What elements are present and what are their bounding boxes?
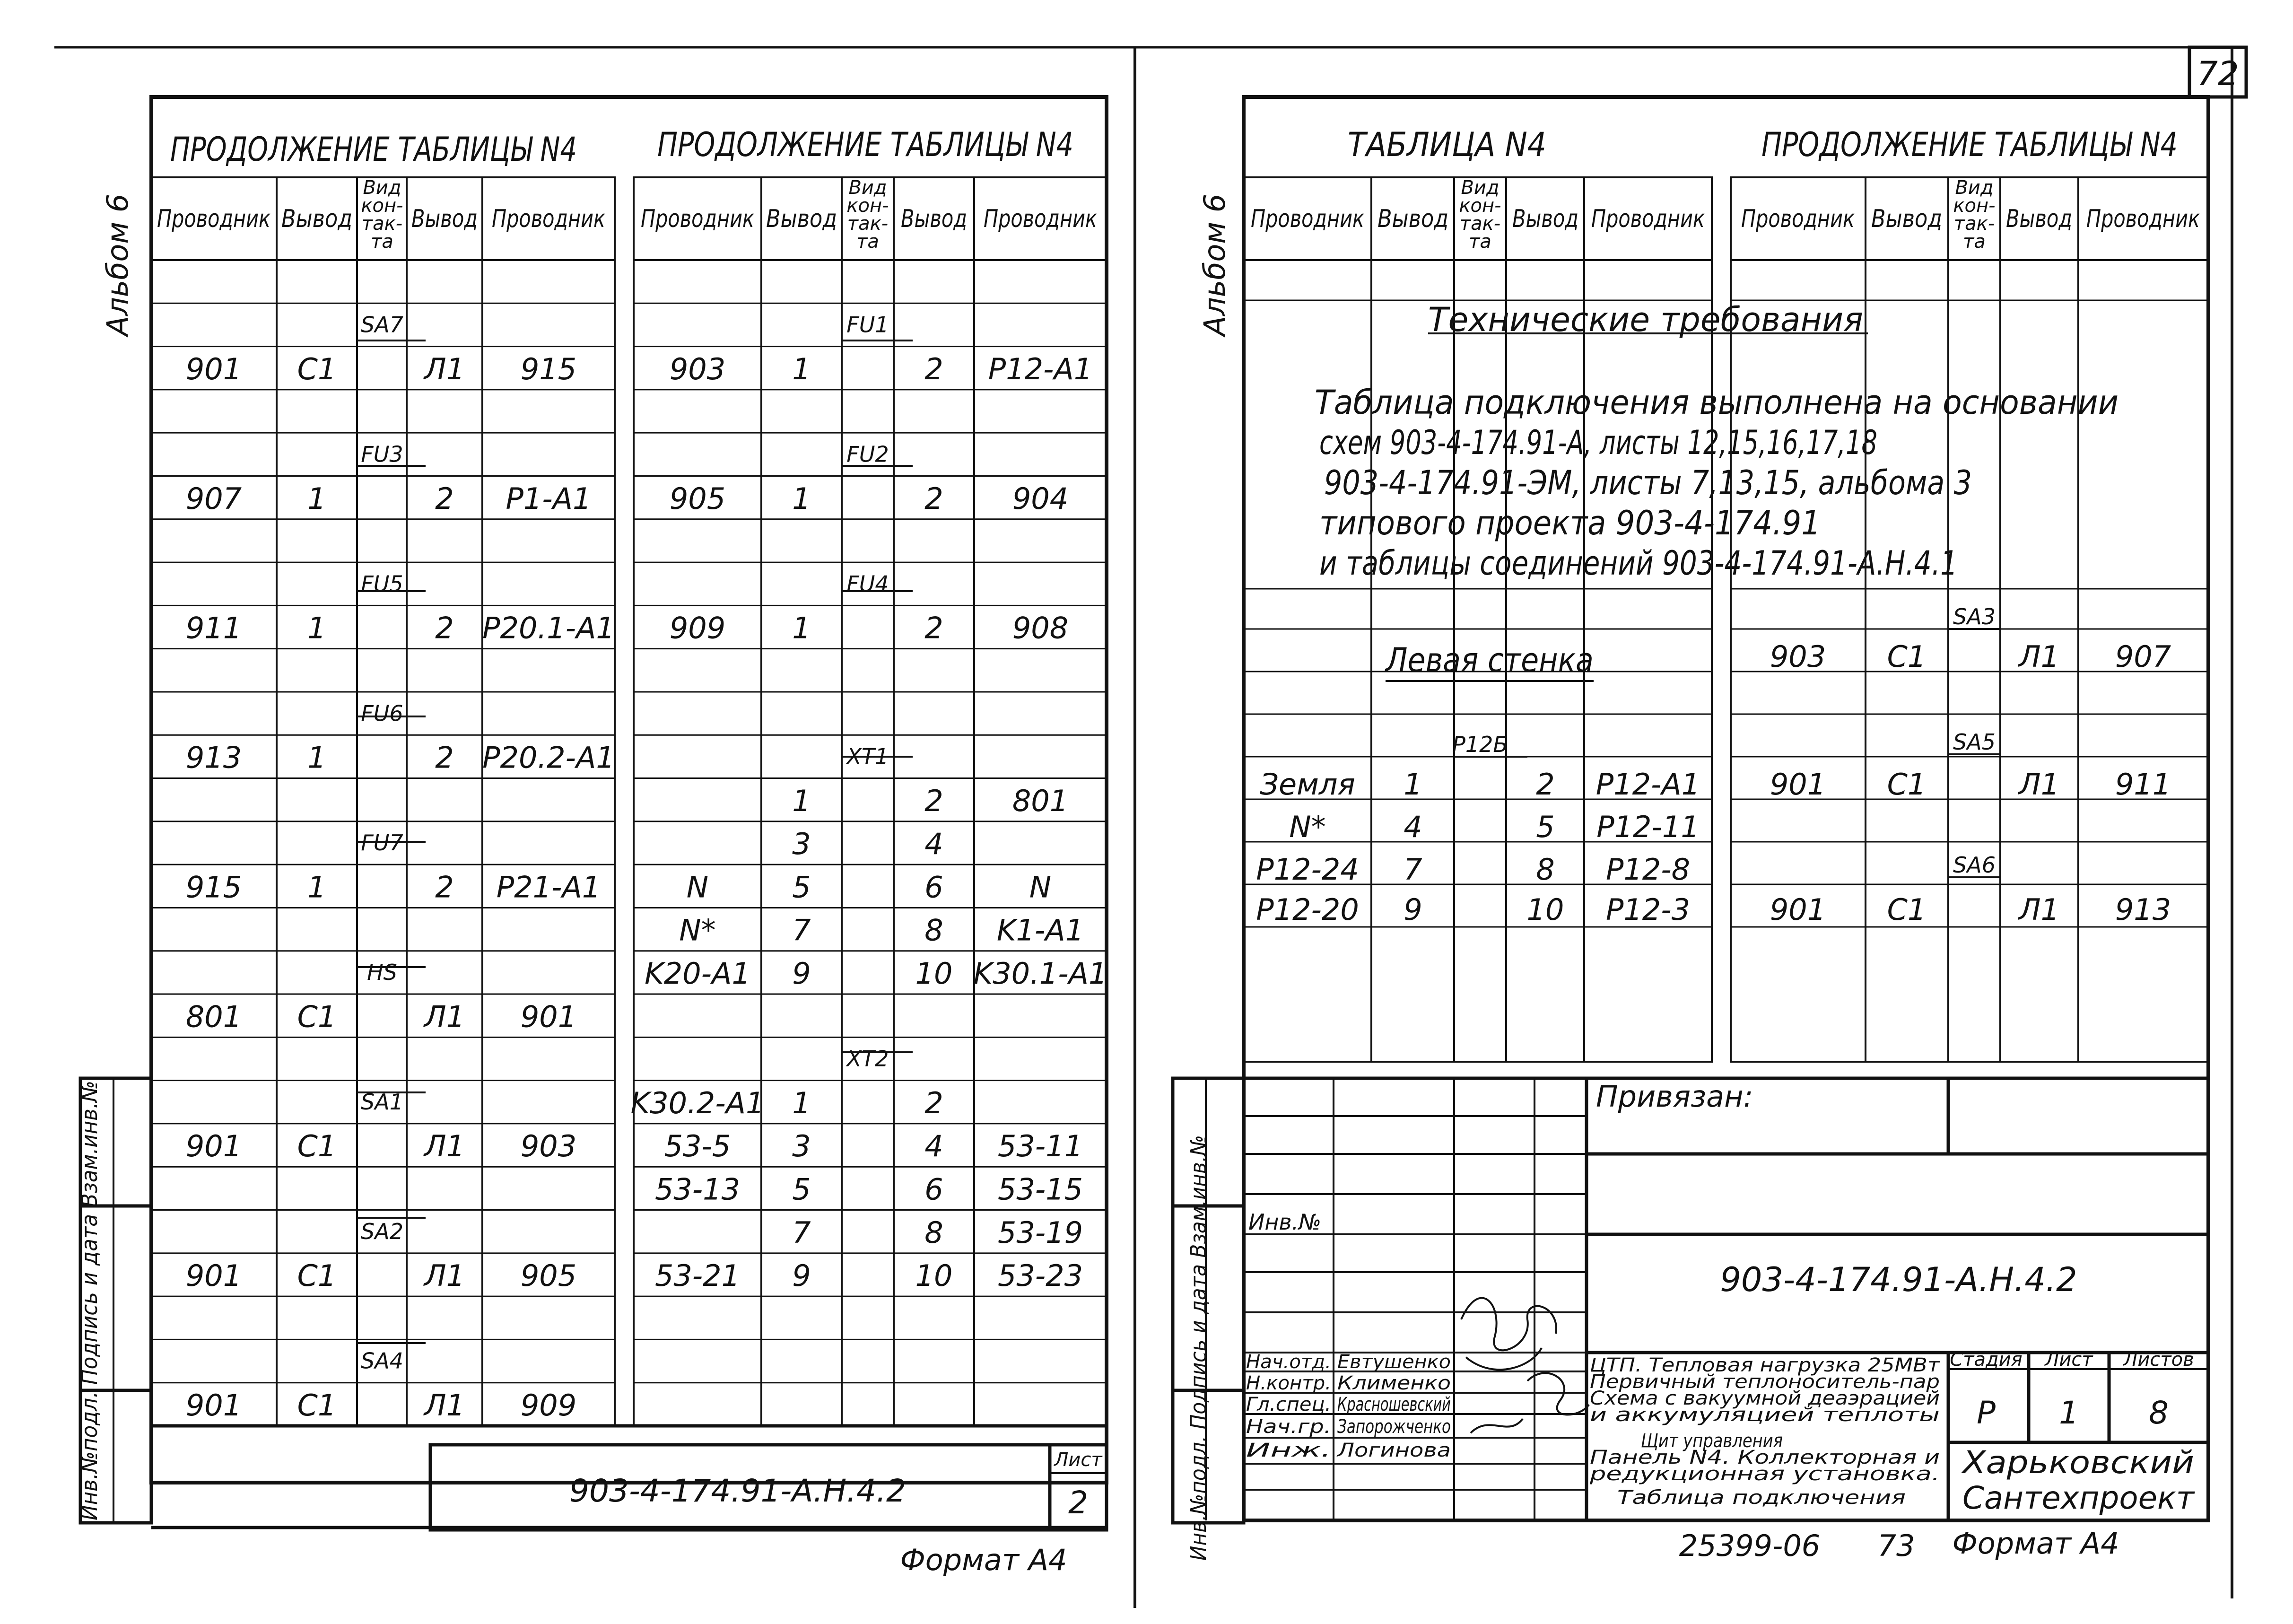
right-table-cell: K30.1-A1 (973, 956, 1107, 991)
organization-name: Сантехпроект (1962, 1480, 2196, 1516)
left-table-cell: 901 (185, 1388, 242, 1423)
signature-marks (1461, 1298, 1589, 1433)
left-table-cell: 1 (307, 481, 326, 516)
sheet-label: Лист (1054, 1449, 1102, 1471)
stamp-description: Таблица подключения (1617, 1487, 1906, 1509)
right-left-table-cell: 8 (1536, 852, 1555, 887)
left-table-cell: 911 (185, 611, 242, 646)
right-table-cell: 6 (924, 870, 943, 905)
right-table-cell: 53-15 (997, 1172, 1083, 1207)
right-table-header-kind: кон- (846, 195, 889, 217)
right-left-table-cell: 4 (1404, 810, 1422, 844)
right-table-cell: 905 (669, 481, 726, 516)
right-table-cell: 9 (792, 1258, 811, 1293)
tech-requirements-line: типового проекта 903-4-174.91 (1319, 504, 1821, 542)
attached-label: Привязан: (1596, 1079, 1753, 1114)
right-right-table-cell: 907 (2115, 639, 2171, 674)
right-table-cell: 904 (1012, 481, 1069, 516)
left-table-cell: SA1 (361, 1089, 403, 1115)
stage-label: Стадия (1950, 1349, 2023, 1371)
right-right-table-header: Вывод (1871, 205, 1942, 233)
right-table-cell: 801 (1012, 783, 1069, 818)
right-table-header-kind: та (856, 231, 879, 253)
right-table-cell: FU2 (846, 441, 889, 467)
stamp-role: Гл.спец. (1246, 1394, 1331, 1415)
left-table-cell: C1 (297, 1388, 337, 1423)
right-table-cell: 9 (792, 956, 811, 991)
right-table-cell: 53-11 (997, 1129, 1083, 1164)
right-right-table-cell: 901 (1770, 767, 1826, 802)
right-table-cell: 5 (792, 870, 811, 905)
left-table-header: Вывод (411, 205, 478, 233)
right-right-table-cell: C1 (1887, 892, 1927, 927)
right-left-table-header-kind: Вид (1461, 177, 1500, 199)
right-table-header: Вывод (901, 205, 967, 233)
stamp-description: и аккумуляцией теплоты (1590, 1404, 1940, 1426)
left-table-cell: 915 (520, 351, 577, 386)
left-table-cell: 901 (520, 999, 577, 1034)
left-table-cell: Л1 (424, 999, 465, 1034)
inv-number-label: Инв.№ (1248, 1209, 1322, 1235)
right-table-cell: K20-A1 (645, 956, 750, 991)
right-table-cell: 53-19 (997, 1215, 1083, 1250)
right-table-cell: 1 (792, 783, 811, 818)
side-stamp: Инв.№подл. Подпись и дата Взам.инв.№ (1186, 1096, 1211, 1561)
album-label: Альбом 6 (100, 193, 135, 336)
left-table-cell: P20.2-A1 (482, 740, 615, 775)
stamp-description: Щит управления (1641, 1430, 1783, 1452)
table-title: ПРОДОЛЖЕНИЕ ТАБЛИЦЫ N4 (657, 125, 1073, 164)
tech-requirements-line: 903-4-174.91-ЭМ, листы 7,13,15, альбома 3 (1324, 463, 1972, 502)
left-table-cell: 901 (185, 1258, 242, 1293)
left-table-header: Проводник (492, 205, 606, 233)
right-table-header: Вывод (766, 205, 837, 233)
left-table-header: Вывод (281, 205, 352, 233)
right-left-table-cell: P12-A1 (1596, 767, 1700, 802)
page-number: 72 (2197, 54, 2239, 93)
left-table-cell: C1 (297, 1258, 337, 1293)
left-table-cell: Л1 (424, 351, 465, 386)
left-table-header-kind: так- (361, 213, 403, 235)
right-table-cell: 3 (792, 827, 811, 862)
tech-requirements-line: схем 903-4-174.91-А, листы 12,15,16,17,18 (1319, 423, 1877, 462)
table-title: ТАБЛИЦА N4 (1348, 125, 1546, 164)
left-table-cell: 2 (435, 481, 454, 516)
sheet-number: 2 (1068, 1484, 1088, 1521)
left-table-cell: Л1 (424, 1388, 465, 1423)
left-table-cell: Л1 (424, 1258, 465, 1293)
left-table-cell: 2 (435, 870, 454, 905)
right-right-table-cell: C1 (1887, 767, 1927, 802)
right-table-cell: 8 (924, 913, 943, 948)
left-table-cell: C1 (297, 351, 337, 386)
right-right-table-cell: SA6 (1953, 852, 1996, 878)
right-left-table-header: Проводник (1251, 205, 1365, 233)
left-table-cell: 1 (307, 870, 326, 905)
stamp-name: Логинова (1336, 1440, 1451, 1461)
left-table-cell: SA7 (361, 312, 403, 338)
tech-requirements-line: и таблицы соединений 903-4-174.91-А.Н.4.1 (1319, 544, 1958, 583)
right-left-table-cell: P12-8 (1605, 852, 1691, 887)
right-table-cell: 4 (924, 1129, 943, 1164)
right-right-table-cell: Л1 (2018, 767, 2060, 802)
right-table-cell: 2 (924, 1085, 943, 1120)
right-table-cell: N (1029, 870, 1052, 905)
right-table-cell: 7 (792, 1215, 811, 1250)
right-left-table-cell: N* (1289, 810, 1326, 844)
left-table-cell: HS (367, 960, 397, 986)
format-label: Формат А4 (1952, 1526, 2119, 1561)
right-left-table-cell: 10 (1526, 892, 1564, 927)
left-table-cell: 915 (185, 870, 242, 905)
left-table-header-kind: Вид (363, 177, 401, 199)
organization-name: Харьковский (1961, 1444, 2194, 1481)
left-table-cell: FU5 (361, 571, 403, 597)
left-table-cell: SA4 (361, 1348, 403, 1374)
right-left-table-header-kind: кон- (1459, 195, 1501, 217)
right-table-cell: 2 (924, 481, 943, 516)
right-right-table-header-kind: кон- (1953, 195, 1996, 217)
right-right-table-cell: 911 (2115, 767, 2171, 802)
right-table-header-kind: Вид (848, 177, 887, 199)
stamp-name: Красношевский (1337, 1394, 1451, 1415)
left-table-cell: 801 (185, 999, 242, 1034)
block-label: P12Б (1452, 732, 1508, 757)
left-wall-label: Левая стенка (1384, 641, 1594, 680)
right-table-cell: K1-A1 (996, 913, 1084, 948)
right-left-table-cell: Земля (1260, 767, 1355, 802)
left-table-cell: 901 (185, 351, 242, 386)
right-right-table-header-kind: Вид (1955, 177, 1994, 199)
stamp-role: Нач.отд. (1246, 1351, 1331, 1373)
right-right-table-header: Проводник (1741, 205, 1855, 233)
left-table-cell: P21-A1 (496, 870, 601, 905)
right-table-cell: 908 (1012, 611, 1069, 646)
right-left-table-cell: 5 (1536, 810, 1555, 844)
left-table-cell: FU6 (361, 700, 403, 726)
right-right-table-cell: Л1 (2018, 639, 2060, 674)
right-table-cell: 2 (924, 351, 943, 386)
right-table-header: Проводник (641, 205, 755, 233)
left-table-cell: SA2 (361, 1218, 403, 1244)
left-table-cell: C1 (297, 999, 337, 1034)
right-left-table-cell: 9 (1404, 892, 1422, 927)
left-table-cell: Л1 (424, 1129, 465, 1164)
right-table-cell: 1 (792, 1085, 811, 1120)
left-table-cell: P1-A1 (506, 481, 592, 516)
stage-value: Р (1977, 1395, 1996, 1431)
right-table-cell: 1 (792, 351, 811, 386)
right-table-cell: 10 (915, 956, 953, 991)
right-right-table-header-kind: та (1963, 231, 1986, 253)
right-right-table-cell: 913 (2115, 892, 2171, 927)
right-right-table-cell: Л1 (2018, 892, 2060, 927)
document-code: 903-4-174.91-А.Н.4.2 (569, 1473, 907, 1509)
stamp-role: Н.контр. (1246, 1372, 1331, 1394)
right-table-cell: P12-A1 (988, 351, 1093, 386)
right-right-table-header-kind: так- (1953, 213, 1995, 235)
left-table-cell: C1 (297, 1129, 337, 1164)
album-label: Альбом 6 (1197, 193, 1232, 336)
right-left-table-header: Проводник (1591, 205, 1705, 233)
stamp-description: Панель N4. Коллекторная и (1590, 1447, 1940, 1468)
sheet-label: Лист (2045, 1349, 2093, 1371)
format-label: Формат А4 (900, 1543, 1067, 1577)
right-left-table-cell: P12-3 (1605, 892, 1691, 927)
right-table-cell: 4 (924, 827, 943, 862)
right-right-table-header: Проводник (2086, 205, 2200, 233)
sheet-value: 1 (2059, 1395, 2079, 1431)
left-table-cell: FU3 (361, 441, 403, 467)
tech-requirements-title: Технические требования (1428, 300, 1863, 339)
bottom-page-number: 73 (1877, 1528, 1915, 1563)
tech-requirements-line: Таблица подключения выполнена на основании (1315, 383, 2119, 422)
right-table-cell: N* (679, 913, 716, 948)
archive-number: 25399-06 (1679, 1528, 1821, 1563)
left-table-cell: 907 (185, 481, 242, 516)
left-table-cell: 913 (185, 740, 242, 775)
right-right-table-header: Вывод (2006, 205, 2072, 233)
left-table-header: Проводник (157, 205, 271, 233)
right-table-cell: 53-21 (654, 1258, 741, 1293)
right-table-header: Проводник (984, 205, 1098, 233)
left-table-header-kind: та (371, 231, 393, 253)
right-table-cell: XT2 (846, 1046, 889, 1072)
left-table-cell: 2 (435, 740, 454, 775)
stamp-description: Первичный теплоноситель-пар (1590, 1371, 1940, 1393)
document-code: 903-4-174.91-А.Н.4.2 (1720, 1260, 2077, 1299)
left-table-cell: 1 (307, 611, 326, 646)
right-table-cell: K30.2-A1 (630, 1085, 765, 1120)
right-right-table-cell: C1 (1887, 639, 1927, 674)
right-table-cell: 53-13 (654, 1172, 741, 1207)
right-table-cell: 53-5 (664, 1129, 731, 1164)
table-title: ПРОДОЛЖЕНИЕ ТАБЛИЦЫ N4 (1761, 125, 2178, 164)
right-table-cell: 1 (792, 611, 811, 646)
right-table-cell: 2 (924, 783, 943, 818)
stamp-name: Клименко (1337, 1372, 1451, 1394)
left-table-header-kind: кон- (361, 195, 403, 217)
left-table-cell: FU7 (361, 830, 403, 856)
left-table-cell: P20.1-A1 (482, 611, 615, 646)
right-table-header-kind: так- (847, 213, 889, 235)
right-table-cell: 6 (924, 1172, 943, 1207)
sheets-label: Листов (2123, 1349, 2194, 1371)
stamp-description: ЦТП. Тепловая нагрузка 25МВт (1590, 1354, 1941, 1376)
right-table-cell: N (686, 870, 709, 905)
right-right-table-cell: 903 (1770, 639, 1826, 674)
right-left-table-cell: 1 (1404, 767, 1422, 802)
right-right-table-cell: SA3 (1953, 604, 1996, 629)
right-table-cell: 903 (669, 351, 726, 386)
right-left-table-header: Вывод (1512, 205, 1578, 233)
right-table-cell: 8 (924, 1215, 943, 1250)
left-table-cell: 901 (185, 1129, 242, 1164)
right-right-table-cell: 901 (1770, 892, 1826, 927)
right-table-cell: FU4 (846, 571, 889, 597)
right-left-table-cell: P12-11 (1596, 810, 1700, 844)
right-left-table-cell: 2 (1536, 767, 1555, 802)
left-table-cell: 2 (435, 611, 454, 646)
right-table-cell: 7 (792, 913, 811, 948)
right-table-cell: 5 (792, 1172, 811, 1207)
side-stamp: Инв.№подл. Подпись и дата Взам.инв.№ (77, 1056, 102, 1520)
right-table-cell: 2 (924, 611, 943, 646)
table-title: ПРОДОЛЖЕНИЕ ТАБЛИЦЫ N4 (170, 130, 577, 169)
right-table-cell: FU1 (846, 312, 889, 338)
right-left-table-cell: P12-24 (1256, 852, 1359, 887)
right-table-cell: 1 (792, 481, 811, 516)
left-table-cell: 909 (520, 1388, 577, 1423)
right-left-table-header: Вывод (1378, 205, 1448, 233)
left-table-cell: 905 (520, 1258, 577, 1293)
stamp-role: Инж. (1246, 1440, 1331, 1461)
right-table-cell: 3 (792, 1129, 811, 1164)
right-left-table-cell: 7 (1404, 852, 1422, 887)
right-table-cell: 909 (669, 611, 726, 646)
right-table-cell: XT1 (846, 743, 889, 769)
stamp-name: Евтушенко (1337, 1351, 1451, 1373)
right-left-table-header-kind: та (1469, 231, 1491, 253)
left-table-cell: 903 (520, 1129, 577, 1164)
right-table-cell: 53-23 (997, 1258, 1083, 1293)
stamp-description: Схема с вакуумной деаэрацией (1590, 1388, 1940, 1409)
right-left-table-header-kind: так- (1459, 213, 1501, 235)
stamp-description: редукционная установка. (1589, 1463, 1940, 1485)
right-left-table-cell: P12-20 (1256, 892, 1359, 927)
sheets-value: 8 (2149, 1395, 2169, 1431)
right-right-table-cell: SA5 (1953, 729, 1996, 755)
stamp-name: Запорожченко (1337, 1416, 1451, 1438)
right-table-cell: 10 (915, 1258, 953, 1293)
stamp-role: Нач.гр. (1246, 1416, 1331, 1438)
left-table-cell: 1 (307, 740, 326, 775)
